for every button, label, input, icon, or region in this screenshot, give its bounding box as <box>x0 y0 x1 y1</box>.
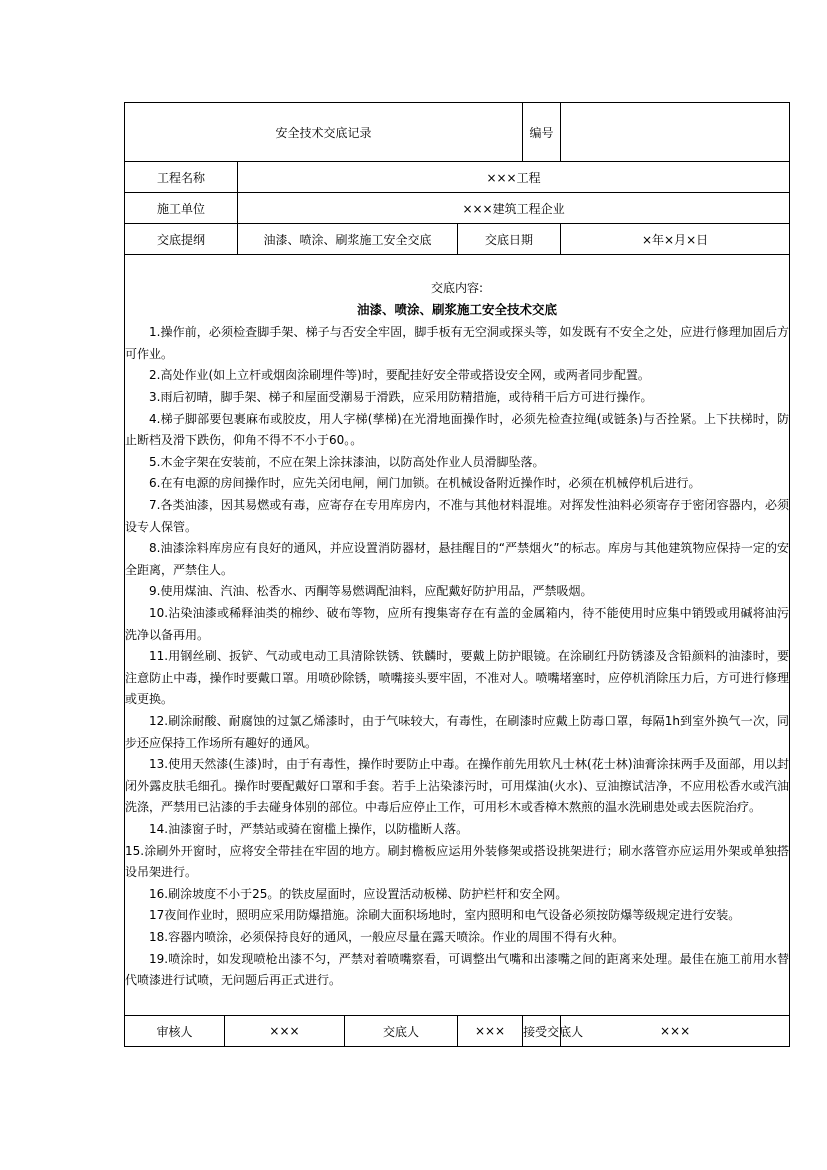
form-title: 安全技术交底记录 <box>125 103 523 162</box>
content-paragraph: 15.涂刷外开窗时，应将安全带挂在牢固的地方。刷封檐板应运用外装修架或搭设挑架进行；刷水落管亦应运用外架或单独搭设吊架进行。 <box>125 843 790 880</box>
content-paragraph: 8.油漆涂料库房应有良好的通风，并应设置消防器材，悬挂醒目的“严禁烟火”的标志。库房与其他建筑物应保持一定的安全距离，严禁住人。 <box>125 541 790 577</box>
content-paragraph: 17夜间作业时，照明应采用防爆措施。涂刷大面积场地时，室内照明和电气设备必须按防爆等级规定进行安装。 <box>149 908 741 923</box>
content-paragraph: 16.刷涂坡度不小于25。的铁皮屋面时，应设置活动板梯、防护栏杆和安全网。 <box>149 886 568 901</box>
content-paragraph: 1.操作前，必须检查脚手架、梯子与否安全牢固，脚手板有无空洞或探头等，如发既有不安全之处，应进行修理加固后方可作业。 <box>125 325 790 361</box>
paragraph-list <box>125 322 789 991</box>
receiver-label: 接受交底人 <box>523 1016 561 1047</box>
outline-label: 交底提纲 <box>125 224 238 255</box>
discloser-value: ××× <box>458 1016 523 1047</box>
content-paragraph: 12.刷涂耐酸、耐腐蚀的过氯乙烯漆时，由于气味较大，有毒性，在刷漆时应戴上防毒口罩，每隔1h到室外换气一次，同步还应保持工作场所有趣好的通风。 <box>125 713 790 750</box>
construction-unit-label: 施工单位 <box>125 193 238 224</box>
reviewer-label: 审核人 <box>125 1016 225 1047</box>
content-paragraph: 13.使用天然漆(生漆)时，由于有毒性，操作时要防止中毒。在操作前先用软凡士林(花士林)油膏涂抹两手及面部，用以封闭外露皮肤毛细孔。操作时要配戴好口罩和手套。若手上沾染漆污时，可用煤油(火水)、豆油擦试洁净，不应用松香水或汽油洗涤，严禁用已沾漆的手去碰身体别的部位。中毒后应停止工作，可用杉木或香樟木熬煎的温水洗刷患处或去医院治疗。 <box>125 757 790 815</box>
date-label: 交底日期 <box>458 224 561 255</box>
receiver-value: ××× <box>561 1016 790 1047</box>
content-paragraph: 18.容器内喷涂，必须保持良好的通风，一般应尽量在露天喷涂。作业的周围不得有火种。 <box>149 929 625 944</box>
content-paragraph: 6.在有电源的房间操作时，应先关闭电闸，闸门加锁。在机械设备附近操作时，必须在机械停机后进行。 <box>149 476 701 491</box>
content-paragraph: 3.雨后初晴，脚手架、梯子和屋面受潮易于滑跌，应采用防精措施，或待稍干后方可进行操作。 <box>149 390 653 405</box>
project-name-label: 工程名称 <box>125 162 238 193</box>
safety-disclosure-form <box>124 102 790 1047</box>
content-paragraph: 10.沾染油漆或稀释油类的棉纱、破布等物，应所有搜集寄存在有盖的金属箱内，待不能使用时应集中销毁或用碱将油污洗净以备再用。 <box>125 606 790 642</box>
content-paragraph: 9.使用煤油、汽油、松香水、丙酮等易燃调配油料，应配戴好防护用品，严禁吸烟。 <box>149 584 593 599</box>
project-name-value: ×××工程 <box>238 162 790 193</box>
content-paragraph: 7.各类油漆，因其易燃或有毒，应寄存在专用库房内，不准与其他材料混堆。对挥发性油料必须寄存于密闭容器内，必须设专人保管。 <box>125 498 790 534</box>
discloser-label: 交底人 <box>345 1016 458 1047</box>
reviewer-value: ××× <box>225 1016 345 1047</box>
number-label: 编号 <box>523 103 561 162</box>
content-label: 交底内容: <box>431 281 484 296</box>
content-cell <box>125 255 790 1016</box>
date-value: ×年×月×日 <box>561 224 790 255</box>
content-paragraph: 5.木金字架在安装前，不应在架上涂抹漆油，以防高处作业人员滑脚坠落。 <box>149 454 545 469</box>
number-value <box>561 103 790 162</box>
content-paragraph: 11.用钢丝刷、扳铲、气动或电动工具清除铁锈、铁麟时，要戴上防护眼镜。在涂刷红丹防锈漆及含铅颜料的油漆时，要注意防止中毒，操作时要戴口罩。用喷砂除锈，喷嘴接头要牢固，不准对人。喷嘴堵塞时，应停机消除压力后，方可进行修理或更换。 <box>125 649 790 707</box>
content-paragraph: 4.梯子脚部要包裹麻布或胶皮，用人字梯(孳梯)在光滑地面操作时，必须先检查拉绳(或链条)与否拴紧。上下扶梯时，防止断档及滑下跌伤，仰角不得不不小于60。。 <box>125 411 790 448</box>
content-heading: 油漆、喷涂、刷浆施工安全技术交底 <box>357 302 558 318</box>
content-paragraph: 14.油漆窗子时，严禁站或骑在窗槛上操作，以防槛断人落。 <box>149 821 469 836</box>
content-paragraph: 19.喷涂时，如发现喷枪出漆不匀，严禁对着喷嘴察看，可调整出气嘴和出漆嘴之间的距离来处理。最佳在施工前用水替代喷漆进行试喷，无问题后再正式进行。 <box>125 951 790 988</box>
outline-value: 油漆、喷涂、刷浆施工安全交底 <box>238 224 458 255</box>
construction-unit-value: ×××建筑工程企业 <box>238 193 790 224</box>
content-paragraph: 2.高处作业(如上立杆或烟囱涂刷埋件等)时，要配挂好安全带或搭设安全网，或两者同步配置。 <box>149 368 650 383</box>
